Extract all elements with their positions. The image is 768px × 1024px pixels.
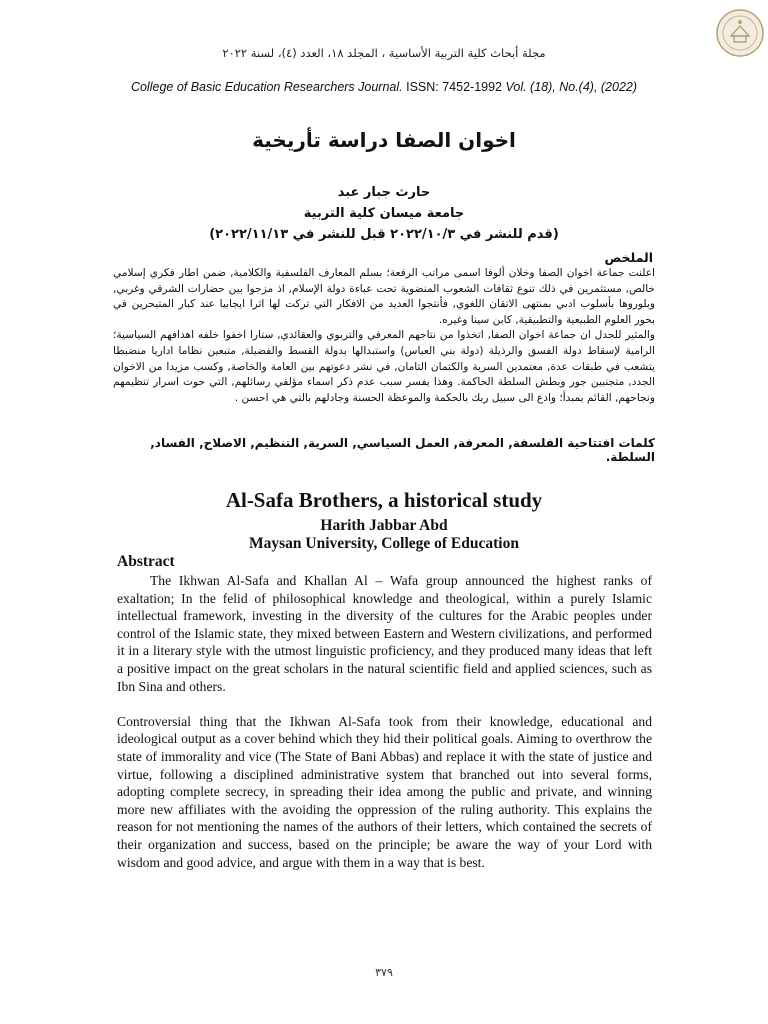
arabic-title: اخوان الصفا دراسة تأريخية <box>252 128 516 152</box>
english-affiliation: Maysan University, College of Education <box>249 535 519 552</box>
arabic-keywords: كلمات افتتاحية الفلسفة, المعرفة, العمل السياسي, السرية, التنظيم, الاصلاح, الفساد, السلطة. <box>150 436 655 464</box>
english-abstract-paragraph-1: The Ikhwan Al-Safa and Khallan Al – Wafa group announced the highest ranks of exaltation; In the felid of philosophical knowledge and theological, within a purely Islamic intellectual framework, investing in the diversity of the cultures for the Arabic peoples under control of the Islamic state, they mixed between Eastern and Western civilizations, and performed it in a literary style with the utmost linguistic proficiency, and they produced many ideas that left a positive impact on the great scholars in the natural scientific field and applied sciences, such as Ibn Sina and others. <box>117 573 652 694</box>
university-seal-icon <box>715 8 765 58</box>
arabic-submission-dates: (قدم للنشر في ٢٠٢٢/١٠/٣ قبل للنشر في ٢٠٢٢/١١/١٣) <box>209 227 559 242</box>
journal-header-arabic: مجلة أبحاث كلية التربية الأساسية ، المجلد ١٨، العدد (٤)، لسنة ٢٠٢٢ <box>222 46 546 60</box>
english-author: Harith Jabbar Abd <box>320 517 448 534</box>
arabic-abstract-paragraph-1: اعلنت جماعة اخوان الصفا وخلان ألوفا اسمى مراتب الرفعة؛ بسلم المعارف الفلسفية والكلامية, ضمن اطار فكري إسلامي خالص, مستثمرين في ذلك تنوع ثقافات الشعوب المنضوية تحت عباءة دولة الإسلام, اذ مزجوا بين حضارات الشرقي وغربي, وبلوروها بأسلوب ادبي بمنتهى الاتقان اللغوي, فأنتجوا العديد من الافكار التي تركت لها اثرا ايجابيا عند كبار المتبحرين في بحور العلوم الطبيعية والتطبيقية, كابن سينا وغيره. <box>113 267 655 326</box>
arabic-affiliation: جامعة ميسان كلية التربية <box>303 206 465 221</box>
arabic-abstract <box>113 266 655 406</box>
journal-name: College of Basic Education Researchers Journal. <box>130 80 403 94</box>
arabic-author: حارث جبار عبد <box>337 185 431 200</box>
english-abstract <box>117 572 652 871</box>
page-number: ٣٧٩ <box>375 966 393 979</box>
arabic-abstract-paragraph-2: والمثير للجدل ان جماعة اخوان الصفا, اتخذوا من نتاجهم المعرفي والتربوي والعقائدي, ستارا اخفوا خلفه اهدافهم السياسية؛ الرامية لإسقاط دولة الفسق والرذيلة (دولة بني العباس) واستبدالها بدولة القسط والفضيلة, متبعين نظاما اداريا منضبطا يتشعب في طبقات عدة, معتمدين السرية والكتمان التامان, في نشر دعوتهم بين العامة والخاصة, وكسب مزيدا من الاخوان الجدد, متجنبين جور وبطش السلطة الحاكمة. وهذا يفسر سبب عدم ذكر اسماء مؤلفي رسائلهم, التي حوت اسرار تنظيمهم ونجاحهم, القائم بمبدأ؛ وادع الى سبيل ربك بالحكمة والموعظة الحسنة وجادلهم بالتي هي احسن . <box>113 329 655 404</box>
english-abstract-paragraph-2: Controversial thing that the Ikhwan Al-Safa took from their knowledge, educational and ideological output as a cover behind which they hid their political goals. Aiming to overthrow the state of immorality and vice (The State of Bani Abbas) and replace it with the state of justice and virtue, following a disciplined administrative system that branched out into several forms, adopting complete secrecy, in spreading their idea among the public and private, and winning more new affiliates with the avoiding the oppression of the ruling authority. This explains the reason for not mentioning the names of the authors of their letters, which contained the secrets of their organization and success, based on the principle; be aware the way of your Lord with wisdom and good advice, and argue with them in a way that is best. <box>117 713 652 870</box>
english-title: Al-Safa Brothers, a historical study <box>225 488 543 512</box>
journal-header-english <box>60 80 708 94</box>
english-abstract-heading: Abstract <box>117 553 175 570</box>
arabic-abstract-heading: الملخص <box>604 250 653 265</box>
journal-volume: Vol. (18), No.(4), (2022) <box>505 80 638 94</box>
journal-issn: ISSN: 7452-1992 <box>402 80 506 94</box>
